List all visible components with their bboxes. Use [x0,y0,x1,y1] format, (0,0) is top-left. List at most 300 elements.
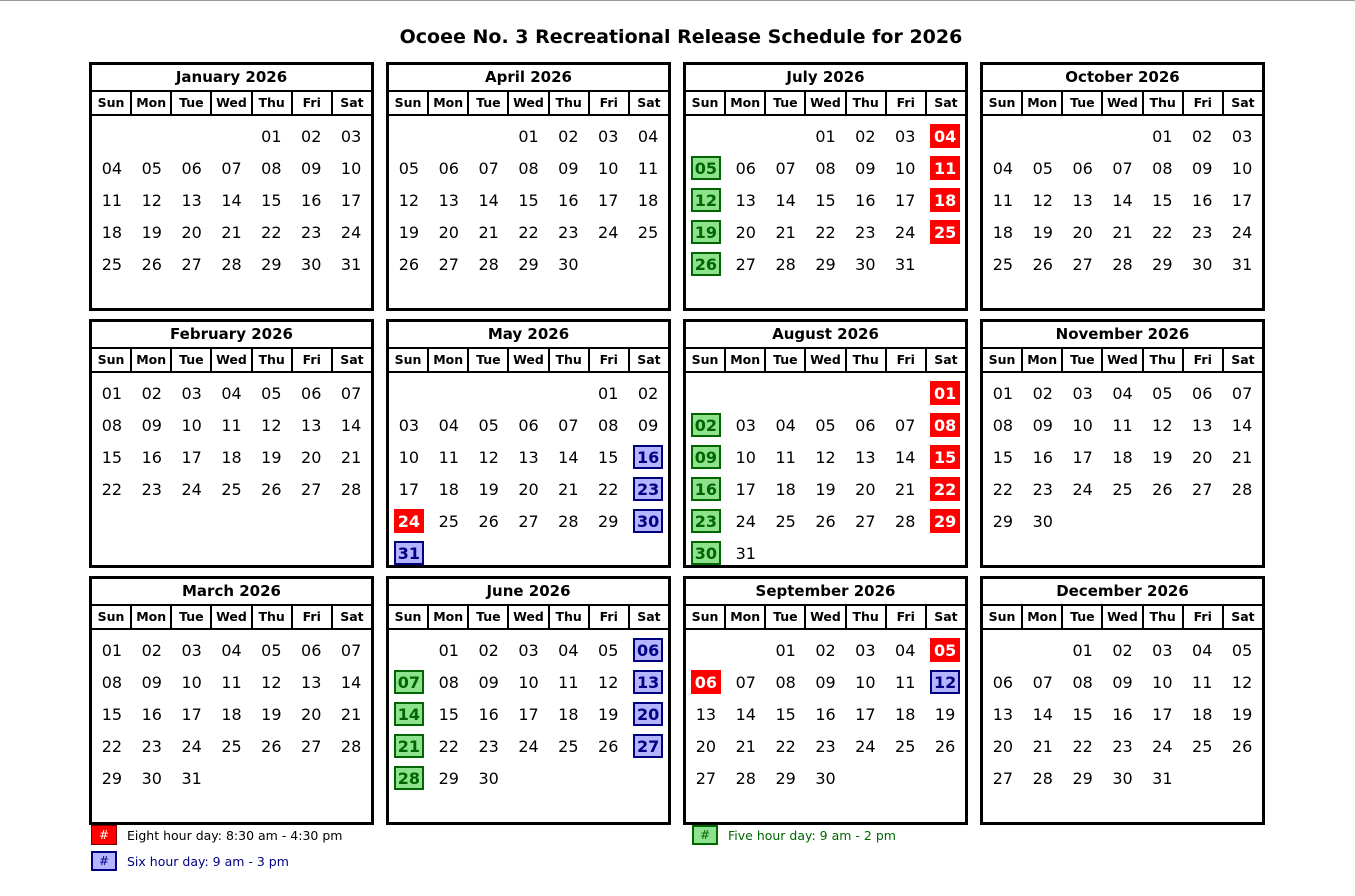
day-number: 13 [695,704,717,724]
week-row [686,120,965,152]
day-number: 29 [101,768,123,788]
day-number: 22 [518,222,539,242]
day-number: 18 [438,479,459,499]
week-row [983,762,1262,794]
legend-six-label: Six hour day: 9 am - 3 pm [127,853,289,869]
day-number: 12 [815,447,836,467]
week-row [983,184,1262,216]
weekday-label: Mon [132,606,172,628]
day-grid [686,630,965,822]
weekday-label: Thu [253,349,293,371]
month-calendar [980,576,1265,825]
day-number: 01 [1152,126,1173,146]
day-number: 26 [598,736,619,756]
day-number: 04 [558,640,579,660]
day-number: 06 [518,415,539,435]
week-row [389,762,668,794]
weekday-label: Mon [726,349,766,371]
week-row [686,730,965,762]
weekday-label: Thu [1144,349,1184,371]
month-title: June 2026 [389,579,668,606]
day-number: 30 [558,254,579,274]
day-number: 08 [1072,672,1093,692]
day-number: 09 [1112,672,1133,692]
weekday-label: Sun [686,606,726,628]
day-number: 30 [1192,254,1213,274]
month-calendar [89,62,374,311]
day-number: 10 [598,158,619,178]
day-number: 13 [518,447,539,467]
day-number: 27 [1072,254,1093,274]
day-number: 25 [992,254,1014,274]
day-number: 26 [398,254,420,274]
day-grid [983,630,1262,822]
day-number: 28 [735,768,756,788]
day-number: 09 [637,415,659,435]
release-day-six-hour: 23 [633,477,663,501]
day-number: 10 [398,447,420,467]
release-day-eight-hour: 29 [930,509,960,533]
weekday-label: Thu [253,606,293,628]
weekday-label: Wed [806,92,846,114]
week-row [92,698,371,730]
week-row [983,120,1262,152]
day-number: 24 [735,511,756,531]
weekday-header [92,92,371,116]
day-number: 27 [181,254,202,274]
day-number: 22 [101,736,123,756]
day-number: 01 [438,640,459,660]
day-number: 15 [598,447,619,467]
release-day-eight-hour: 04 [930,124,960,148]
release-day-eight-hour: 08 [930,413,960,437]
day-number: 29 [1152,254,1173,274]
day-number: 22 [992,479,1014,499]
day-number: 03 [1152,640,1173,660]
week-row [686,666,965,698]
day-number: 04 [895,640,916,660]
weekday-label: Wed [509,349,549,371]
week-row [389,505,668,537]
weekday-label: Sat [1231,609,1255,624]
day-number: 27 [518,511,539,531]
weekday-label: Fri [293,92,333,114]
day-number: 05 [261,383,282,403]
day-number: 18 [221,447,242,467]
release-day-five-hour: 05 [691,156,721,180]
day-number: 23 [301,222,322,242]
month-title: January 2026 [92,65,371,92]
day-number: 20 [301,447,322,467]
day-number: 01 [775,640,796,660]
release-day-five-hour: 12 [691,188,721,212]
day-number: 03 [1072,383,1093,403]
release-day-eight-hour: 24 [394,509,424,533]
day-number: 11 [558,672,579,692]
week-row [983,730,1262,762]
release-day-eight-hour: 25 [930,220,960,244]
weekday-label: Thu [847,349,887,371]
weekday-header [686,606,965,630]
day-number: 03 [181,640,202,660]
day-number: 07 [1032,672,1053,692]
weekday-label: Sun [389,349,429,371]
day-number: 26 [261,479,282,499]
day-number: 28 [478,254,499,274]
week-row [389,409,668,441]
day-number: 24 [1152,736,1173,756]
day-number: 29 [1072,768,1093,788]
weekday-label: Tue [172,92,212,114]
day-number: 02 [1032,383,1053,403]
day-number: 16 [478,704,499,724]
release-day-eight-hour: 01 [930,381,960,405]
day-number: 25 [221,736,242,756]
day-number: 20 [735,222,756,242]
release-day-six-hour: 31 [394,541,424,565]
month-calendar [683,319,968,568]
day-number: 06 [301,640,322,660]
day-number: 07 [221,158,242,178]
day-number: 17 [181,704,202,724]
week-row [389,377,668,409]
weekday-label: Fri [1184,349,1224,371]
day-number: 13 [301,415,322,435]
week-row [92,377,371,409]
day-number: 01 [101,640,123,660]
month-title: October 2026 [983,65,1262,92]
weekday-label: Mon [132,349,172,371]
release-day-six-hour: 13 [633,670,663,694]
day-number: 07 [1231,383,1253,403]
day-number: 13 [735,190,756,210]
day-number: 25 [101,254,123,274]
day-number: 27 [301,736,322,756]
week-row [983,409,1262,441]
day-number: 02 [301,126,322,146]
day-number: 15 [101,704,123,724]
month-calendar [386,576,671,825]
month-calendar [386,62,671,311]
weekday-label: Thu [847,606,887,628]
day-number: 28 [895,511,916,531]
weekday-header [389,606,668,630]
day-number: 19 [1231,704,1253,724]
weekday-label: Mon [429,349,469,371]
day-number: 14 [478,190,499,210]
day-number: 20 [438,222,459,242]
day-number: 16 [301,190,322,210]
day-number: 21 [735,736,756,756]
week-row [983,698,1262,730]
weekday-label: Sun [92,349,132,371]
day-number: 18 [1192,704,1213,724]
day-number: 11 [221,415,242,435]
day-number: 20 [301,704,322,724]
day-number: 20 [855,479,876,499]
weekday-label: Mon [726,606,766,628]
day-number: 24 [855,736,876,756]
day-number: 21 [1032,736,1053,756]
day-number: 22 [775,736,796,756]
weekday-label: Thu [1144,92,1184,114]
day-number: 17 [1231,190,1253,210]
weekday-label: Tue [469,349,509,371]
weekday-header [983,349,1262,373]
weekday-label: Tue [766,606,806,628]
day-number: 22 [815,222,836,242]
weekday-label: Mon [1023,606,1063,628]
day-number: 08 [261,158,282,178]
release-day-eight-hour: 15 [930,445,960,469]
release-day-six-hour: 12 [930,670,960,694]
week-row [983,666,1262,698]
weekday-label: Thu [847,92,887,114]
legend-eight-swatch: # [91,825,117,845]
day-number: 12 [1231,672,1253,692]
day-number: 15 [518,190,539,210]
release-day-eight-hour: 05 [930,638,960,662]
month-title: May 2026 [389,322,668,349]
day-number: 23 [141,736,162,756]
week-row [389,152,668,184]
day-number: 27 [735,254,756,274]
day-number: 15 [1072,704,1093,724]
top-rule [0,0,1355,1]
day-number: 30 [301,254,322,274]
day-number: 16 [1192,190,1213,210]
day-number: 06 [301,383,322,403]
day-number: 09 [301,158,322,178]
weekday-label: Thu [550,606,590,628]
day-number: 25 [895,736,916,756]
day-number: 11 [992,190,1014,210]
legend-five-hour [692,825,896,845]
day-number: 05 [815,415,836,435]
day-grid [92,116,371,308]
day-number: 25 [775,511,796,531]
day-number: 15 [1152,190,1173,210]
day-number: 31 [1152,768,1173,788]
day-number: 05 [261,640,282,660]
weekday-label: Sun [983,349,1023,371]
weekday-label: Sat [340,609,364,624]
day-number: 14 [340,415,362,435]
release-day-five-hour: 02 [691,413,721,437]
weekday-label: Wed [212,92,252,114]
day-number: 01 [1072,640,1093,660]
day-number: 09 [478,672,499,692]
week-row [686,184,965,216]
week-row [389,184,668,216]
day-number: 29 [815,254,836,274]
day-number: 08 [775,672,796,692]
day-number: 17 [598,190,619,210]
weekday-label: Sat [340,95,364,110]
weekday-label: Sat [1231,352,1255,367]
week-row [389,666,668,698]
day-number: 08 [992,415,1014,435]
week-row [983,441,1262,473]
week-row [389,473,668,505]
week-row [92,409,371,441]
day-number: 12 [1152,415,1173,435]
week-row [389,634,668,666]
day-number: 05 [141,158,162,178]
day-number: 26 [1032,254,1053,274]
day-number: 06 [181,158,202,178]
weekday-label: Wed [1103,606,1143,628]
week-row [92,730,371,762]
week-row [686,505,965,537]
day-number: 03 [895,126,916,146]
month-title: August 2026 [686,322,965,349]
day-number: 29 [518,254,539,274]
day-number: 04 [221,383,242,403]
day-number: 20 [518,479,539,499]
legend-eight-hour [91,825,342,845]
week-row [686,762,965,794]
weekday-header [389,349,668,373]
weekday-label: Wed [806,349,846,371]
day-number: 21 [895,479,916,499]
week-row [983,152,1262,184]
weekday-label: Fri [1184,606,1224,628]
day-number: 15 [815,190,836,210]
day-number: 04 [221,640,242,660]
day-number: 12 [398,190,420,210]
day-number: 25 [1192,736,1213,756]
day-number: 31 [895,254,916,274]
day-number: 13 [992,704,1014,724]
day-number: 26 [1231,736,1253,756]
day-number: 02 [558,126,579,146]
day-number: 12 [478,447,499,467]
day-number: 24 [1231,222,1253,242]
day-number: 23 [558,222,579,242]
day-number: 16 [1112,704,1133,724]
day-number: 02 [141,383,162,403]
day-number: 16 [558,190,579,210]
day-number: 03 [735,415,756,435]
month-title: July 2026 [686,65,965,92]
weekday-label: Wed [509,92,549,114]
day-number: 30 [478,768,499,788]
day-number: 19 [261,704,282,724]
day-number: 02 [637,383,659,403]
week-row [983,377,1262,409]
day-number: 25 [221,479,242,499]
day-number: 28 [1032,768,1053,788]
day-number: 14 [340,672,362,692]
day-number: 18 [221,704,242,724]
day-number: 08 [438,672,459,692]
day-number: 13 [301,672,322,692]
weekday-label: Thu [253,92,293,114]
day-number: 09 [1032,415,1053,435]
day-number: 01 [261,126,282,146]
day-number: 21 [478,222,499,242]
day-number: 07 [1112,158,1133,178]
weekday-label: Tue [172,349,212,371]
day-number: 23 [1192,222,1213,242]
day-number: 23 [855,222,876,242]
week-row [983,248,1262,280]
release-day-five-hour: 21 [394,734,424,758]
month-title: April 2026 [389,65,668,92]
day-number: 11 [1112,415,1133,435]
day-number: 03 [340,126,362,146]
day-number: 10 [735,447,756,467]
page-title: Ocoee No. 3 Recreational Release Schedule for 2026 [399,26,963,48]
day-number: 28 [340,479,362,499]
day-number: 01 [518,126,539,146]
day-number: 19 [934,704,956,724]
weekday-label: Fri [590,606,630,628]
weekday-header [389,92,668,116]
weekday-label: Tue [469,606,509,628]
day-number: 01 [815,126,836,146]
weekday-label: Sun [983,92,1023,114]
day-number: 04 [438,415,459,435]
day-number: 10 [181,415,202,435]
day-number: 23 [141,479,162,499]
day-number: 10 [1072,415,1093,435]
month-title: September 2026 [686,579,965,606]
day-number: 10 [1231,158,1253,178]
day-number: 25 [558,736,579,756]
month-calendar [89,576,374,825]
day-number: 01 [101,383,123,403]
day-number: 09 [141,672,162,692]
day-number: 27 [1192,479,1213,499]
day-number: 26 [1152,479,1173,499]
day-number: 29 [438,768,459,788]
weekday-label: Thu [1144,606,1184,628]
day-number: 28 [775,254,796,274]
day-number: 13 [1192,415,1213,435]
weekday-label: Tue [1063,349,1103,371]
release-day-six-hour: 30 [633,509,663,533]
weekday-label: Thu [550,349,590,371]
day-number: 17 [735,479,756,499]
week-row [686,441,965,473]
day-number: 19 [141,222,162,242]
week-row [92,441,371,473]
day-number: 22 [598,479,619,499]
week-row [686,216,965,248]
day-number: 20 [992,736,1014,756]
weekday-label: Sat [934,352,958,367]
day-grid [92,630,371,822]
weekday-label: Mon [1023,92,1063,114]
day-number: 20 [1192,447,1213,467]
day-number: 24 [598,222,619,242]
day-grid [983,373,1262,565]
day-number: 01 [598,383,619,403]
day-number: 06 [1072,158,1093,178]
day-number: 13 [1072,190,1093,210]
day-number: 12 [261,415,282,435]
weekday-label: Wed [806,606,846,628]
day-number: 27 [695,768,717,788]
day-number: 07 [735,672,756,692]
week-row [686,473,965,505]
day-number: 25 [1112,479,1133,499]
day-grid [389,373,668,565]
day-number: 17 [518,704,539,724]
day-number: 14 [895,447,916,467]
